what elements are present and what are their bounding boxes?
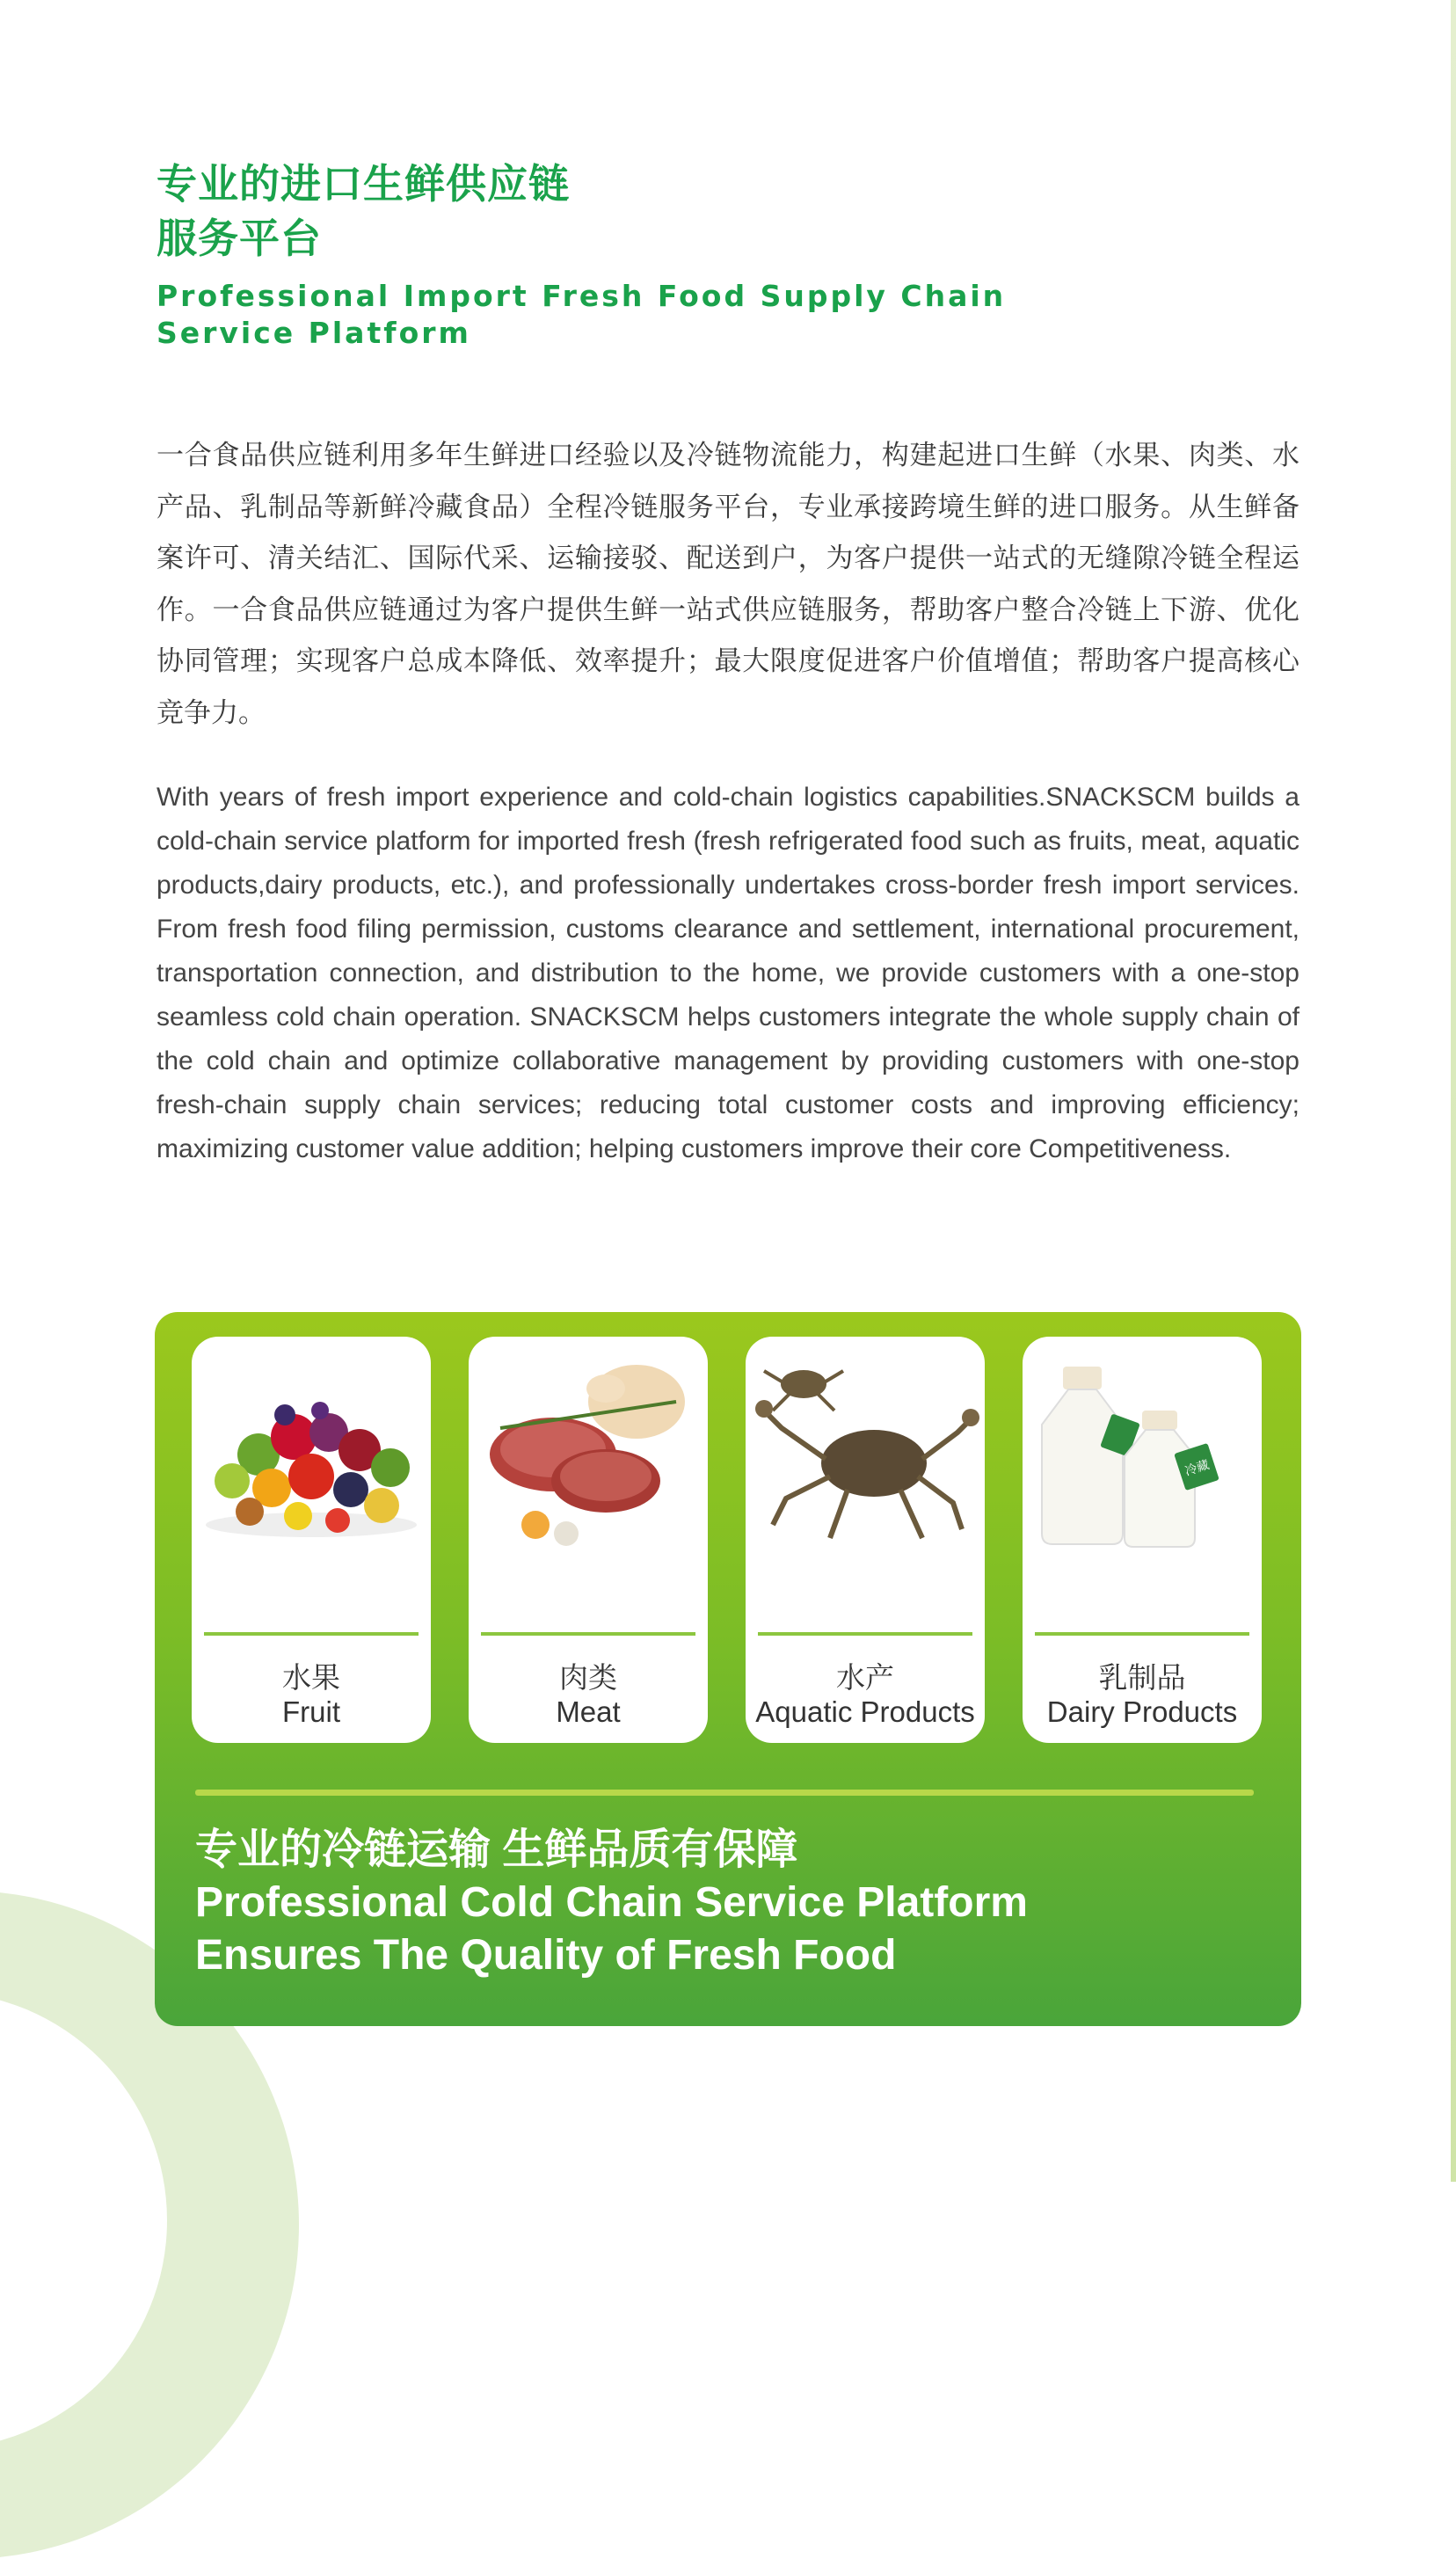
card-label-cn: 水果 (282, 1661, 340, 1694)
category-card-fruit (192, 1337, 431, 1743)
dairy-tag-text: 冷藏 (1183, 1457, 1212, 1479)
card-divider (481, 1632, 695, 1636)
card-label-en: Dairy Products (1046, 1695, 1238, 1728)
slogan-cn: 专业的冷链运输 生鲜品质有保障 (195, 1826, 798, 1873)
card-label-dairy (1023, 1660, 1262, 1729)
slogan-en-line2: Ensures The Quality of Fresh Food (195, 1932, 897, 1979)
card-divider (1035, 1632, 1249, 1636)
card-label-en: Fruit (282, 1695, 340, 1728)
card-label-en: Meat (556, 1695, 621, 1728)
intro-paragraph-chinese: 一合食品供应链利用多年生鲜进口经验以及冷链物流能力，构建起进口生鲜（水果、肉类、水产品、乳制品等新鲜冷藏食品）全程冷链服务平台，专业承接跨境生鲜的进口服务。从生鲜备案许可、清关结汇、国际代采、运输接驳、配送到户，为客户提供一站式的无缝隙冷链全程运作。一合食品供应链通过为客户提供生鲜一站式供应链服务，帮助客户整合冷链上下游、优化协同管理；实现客户总成本降低、效率提升；最大限度促进客户价值增值；帮助客户提高核心竞争力。 (157, 440, 1299, 729)
card-label-en: Aquatic Products (755, 1695, 975, 1728)
category-panel (155, 1312, 1301, 2026)
title-cn-line1: 专业的进口生鲜供应链 (157, 160, 570, 208)
fruit-icon (197, 1349, 426, 1569)
category-card-aquatic (746, 1337, 985, 1743)
right-edge-strip (1451, 0, 1456, 2182)
page-title-chinese (157, 157, 570, 266)
card-label-cn: 乳制品 (1098, 1661, 1186, 1694)
panel-divider-line (195, 1790, 1254, 1796)
crab-icon (751, 1349, 979, 1569)
title-en-line2: Service Platform (157, 316, 471, 350)
category-card-dairy (1023, 1337, 1262, 1743)
card-label-meat (469, 1660, 708, 1729)
card-label-aquatic (746, 1660, 985, 1729)
card-label-cn: 水产 (836, 1661, 894, 1694)
title-cn-line2: 服务平台 (157, 215, 322, 262)
card-divider (204, 1632, 419, 1636)
card-label-fruit (192, 1660, 431, 1729)
slogan (195, 1824, 1028, 1982)
title-en-line1: Professional Import Fresh Food Supply Chain (157, 279, 1007, 313)
category-card-meat (469, 1337, 708, 1743)
page-title-english (157, 278, 1006, 352)
intro-paragraph-english: With years of fresh import experience and cold-chain logistics capabilities.SNACKSCM builds a cold-chain service platform for imported fresh (fresh refrigerated food such as fruits, meat, aquatic products,dairy products, etc.), and professionally undertakes cross-border fresh import services. From fresh food filing permission, customs clearance and settlement, international procurement, transportation connection, and distribution to the home, we provide customers with a one-stop seamless cold chain operation. SNACKSCM helps customers integrate the whole supply chain of the cold chain and optimize collaborative management by providing customers with one-stop fresh-chain supply chain services; reducing total customer costs and improving efficiency; maximizing customer value addition; helping customers improve their core Competitiveness. (157, 783, 1299, 1163)
meat-icon (474, 1349, 703, 1569)
card-label-cn: 肉类 (559, 1661, 617, 1694)
milk-bottle-icon (1028, 1349, 1256, 1569)
card-divider (758, 1632, 972, 1636)
slogan-en-line1: Professional Cold Chain Service Platform (195, 1879, 1028, 1926)
